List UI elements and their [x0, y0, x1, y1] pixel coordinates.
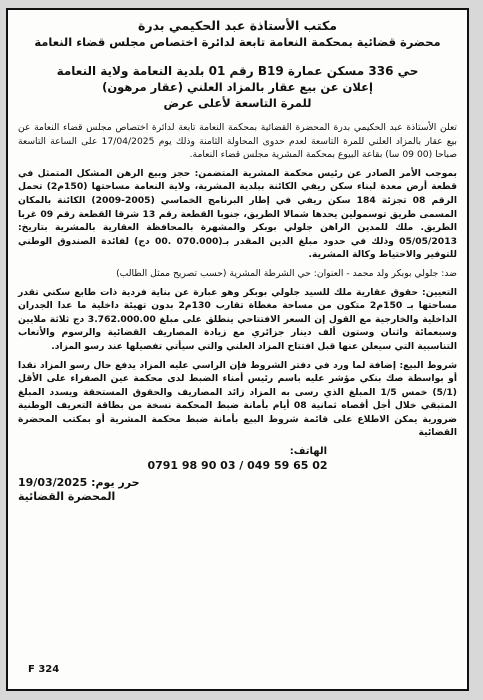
auction-round: للمرة التاسعة لأعلى عرض [163, 96, 312, 110]
legal-notice-page [6, 8, 469, 691]
signatory-title: المحضرة القضائية [18, 490, 116, 504]
opening-paragraph: تعلن الأستاذة عبد الحكيمي بدرة المحضرة القضائية بمحكمة النعامة تابعة لدائرة اختصاص مجلس قضاء النعامة عن بيع عقار بالمزاد العلني للمرة التاسعة لعدم حدوى المحاولة الثامنة وذلك يوم 17/04/2025 على الساعة التاسعة صباحا (00 09 سا) بقاعة البيوع بمحكمة المشرية مجلس قضاء النعامة. [18, 122, 457, 161]
property-designation-paragraph: التعيين: حقوق عقارية ملك للسيد جلولي بوبكر وهو عبارة عن بناية فردية ذات طابع سكني تقدر مساحتها بـ 150م2 متكون من مساحة مغطاة تقارب 130م2 بدون تهيئة داخلية ما عدا الجدران الداخلية والخارجية مع القول إن السعر الافتتاحي ينطلق على مبلغ 3.762.000.00 دج ثلاثة ملايين وسبعمائة واثنان وستون ألف دينار جزائري مع زيادة المصاريف القضائية والرسوم والأتعاب التناسبية التي سيعلن عنها قبل افتتاح المزاد العلني والتي سيأتي تفصيلها عند رسو المزاد. [18, 286, 457, 352]
reference-code: F 324 [28, 664, 60, 675]
phone-numbers: 0791 98 90 03 / 049 59 65 02 [147, 459, 328, 473]
defendant-paragraph: ضد: جلولي بوبكر ولد محمد - العنوان: حي الشرطة المشرية (حسب تصريح ممثل الطالب) [116, 267, 457, 279]
sale-conditions-paragraph: شروط البيع: إضافة لما ورد في دفتر الشروط فإن الراسي عليه المزاد يدفع حال رسو المزاد نقدا أو بواسطة صك بنكي مؤشر عليه باسم رئيس أمناء الضبط لدى محكمة عين الصفراء على الأقل (5/1) خمس 1/5 المبلغ الذي رسى به المزاد زائد المصاريف والحقوق المستحقة ويسدد المبلغ المتبقي خلال أجل أقصاه ثمانية 08 أيام بأمانة ضبط المحكمة نسخة من بطاقة التعريف الوطنية ضرورية يمكن الاطلاع على قائمة شروط البيع بأمانة ضبط محكمة المشرية أو بمكتب المحضرة القضائية [18, 359, 457, 439]
signature-block [8, 476, 467, 504]
court-affiliation: محضرة قضائية بمحكمة النعامة تابعة لدائرة اختصاص مجلس قضاء النعامة [34, 35, 441, 49]
office-address: حي 336 مسكن عمارة B19 رقم 01 بلدية النعامة ولاية النعامة [56, 64, 419, 78]
phone-label: الهاتف: [289, 446, 327, 458]
notice-body [18, 121, 457, 440]
office-name: مكتب الأستاذة عبد الحكيمي بدرة [138, 18, 337, 33]
court-order-paragraph: بموجب الأمر الصادر عن رئيس محكمة المشرية المتضمن: حجز وبيع الرهن المشكل المتمثل في قطعة أرض معدة لبناء سكن ريفي الكائنة ببلدية المشرية، ولاية النعامة مساحتها (150م2) تحمل الرقم 08 تجزئة 184 سكن ريفي في إطار البرنامج الخماسي (2005-2009) الكائنة بالمكان المسمى طريق توسمولين يحدها شمالا الطريق، جنوبا القطعة رقم 13 شرقا القطعة رقم 09 غربا الطريق. ملك للمدين الراهن جلولي بوبكر والمشهرة بالمحافظة العقارية بالمشرية بتاريخ: 05/05/2013 وذلك في حدود مبلغ الدين المقدر بـ(070.000 .00 دج) لفائدة الصندوق الوطني للتوفير والاحتياط وكالة المشرية. [18, 167, 458, 261]
issue-date: حرر يوم: 19/03/2025 [18, 476, 140, 490]
announcement-title: إعلان عن بيع عقار بالمزاد العلني (عقار مرهون) [102, 80, 373, 94]
